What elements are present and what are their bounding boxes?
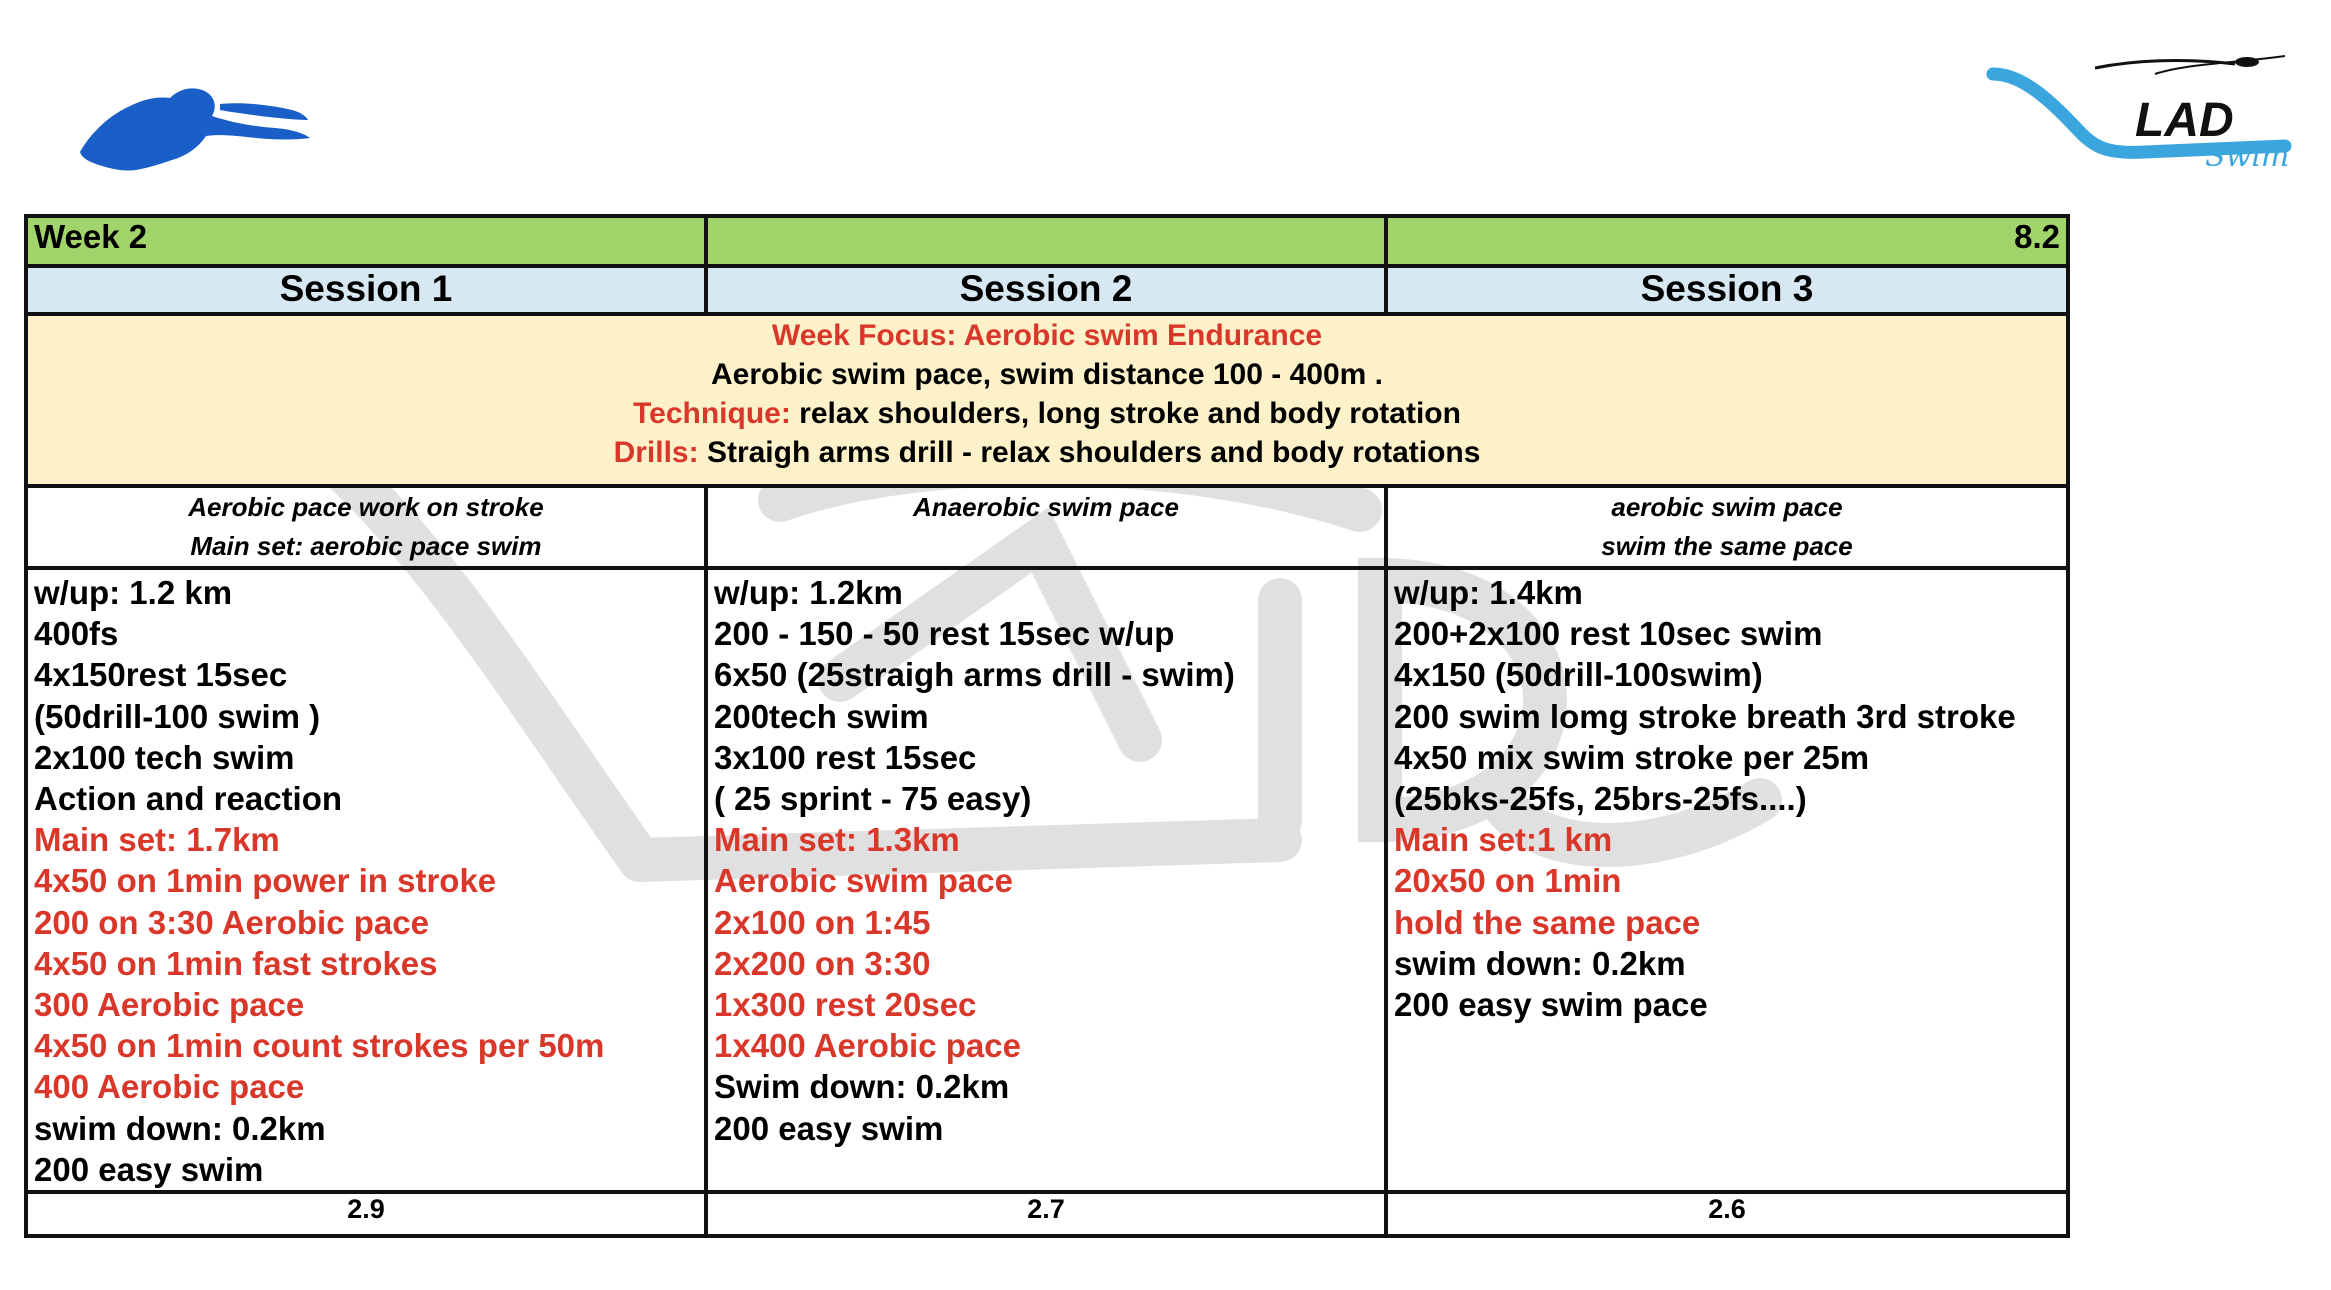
workout-line: Aerobic swim pace (714, 862, 1013, 900)
session-3-workout (1386, 568, 2068, 1192)
workout-line: 2x200 on 3:30 (714, 944, 931, 982)
workout-line: 400 Aerobic pace (34, 1068, 305, 1106)
training-plan-table (24, 214, 2070, 1238)
description-line: Aerobic pace work on stroke (188, 492, 544, 522)
workout-line: 200 easy swim (34, 1150, 264, 1188)
workout-list (1388, 570, 2066, 1025)
workout-line: 4x50 on 1min count strokes per 50m (34, 1027, 605, 1065)
workout-line: 200 swim lomg stroke breath 3rd stroke (1394, 697, 2016, 735)
session-3-total: 2.6 (1386, 1192, 2068, 1236)
week-focus-row (26, 314, 2068, 486)
session-1-workout (26, 568, 706, 1192)
technique-label: Technique: (633, 397, 791, 430)
workout-line: Action and reaction (34, 780, 343, 818)
drills-label: Drills: (613, 436, 699, 469)
workout-line: 200 on 3:30 Aerobic pace (34, 903, 429, 941)
session-1-title: Session 1 (26, 266, 706, 314)
workout-line: 1x300 rest 20sec (714, 986, 977, 1024)
description-line: swim the same pace (1601, 531, 1853, 561)
workout-line: 20x50 on 1min (1394, 862, 1622, 900)
description-line: Main set: aerobic pace swim (190, 531, 542, 561)
workout-line: 300 Aerobic pace (34, 986, 305, 1024)
session-2-title: Session 2 (706, 266, 1386, 314)
session-total-row (26, 1192, 2068, 1236)
workout-list (708, 570, 1384, 1149)
workout-line: (25bks-25fs, 25brs-25fs....) (1394, 780, 1807, 818)
workout-line: 1x400 Aerobic pace (714, 1027, 1021, 1065)
workout-line: 4x150 (50drill-100swim) (1394, 656, 1763, 694)
workout-list (28, 570, 704, 1190)
workout-line: 200tech swim (714, 697, 929, 735)
session-1-total: 2.9 (26, 1192, 706, 1236)
workout-line: 3x100 rest 15sec (714, 738, 977, 776)
workout-line: 2x100 on 1:45 (714, 903, 931, 941)
workout-line: 6x50 (25straigh arms drill - swim) (714, 656, 1235, 694)
drills-text: Straigh arms drill - relax shoulders and body rotations (706, 436, 1481, 469)
logo-brand-text: LAD (2135, 94, 2234, 147)
workout-row (26, 568, 2068, 1192)
focus-drills (28, 433, 2066, 472)
week-empty-cell (706, 216, 1386, 266)
workout-line: swim down: 0.2km (34, 1109, 326, 1147)
workout-line: 200 easy swim (714, 1109, 944, 1147)
workout-line: 4x50 mix swim stroke per 25m (1394, 738, 1870, 776)
vlad-swim-logo (1985, 44, 2325, 174)
workout-line: 200 easy swim pace (1394, 986, 1708, 1024)
session-1-description (26, 486, 706, 568)
focus-pace: Aerobic swim pace, swim distance 100 - 400m . (711, 358, 1383, 391)
week-total: 8.2 (1386, 216, 2068, 266)
workout-line: 4x50 on 1min fast strokes (34, 944, 438, 982)
workout-line: Swim down: 0.2km (714, 1068, 1010, 1106)
focus-title: Week Focus: Aerobic swim Endurance (771, 319, 1323, 352)
workout-line: w/up: 1.2 km (34, 574, 233, 611)
workout-line: Main set: 1.3km (714, 821, 960, 859)
week-row (26, 216, 2068, 266)
logo-brand-script: Swim (2205, 139, 2290, 174)
workout-line: 2x100 tech swim (34, 738, 295, 776)
workout-line: 4x150rest 15sec (34, 656, 288, 694)
workout-line: w/up: 1.4km (1394, 574, 1583, 611)
technique-text: relax shoulders, long stroke and body rotation (799, 397, 1461, 430)
session-2-description (706, 486, 1386, 568)
week-focus-cell (26, 314, 2068, 486)
workout-line: swim down: 0.2km (1394, 944, 1686, 982)
workout-line: 4x50 on 1min power in stroke (34, 862, 497, 900)
session-header-row (26, 266, 2068, 314)
session-description-row (26, 486, 2068, 568)
session-2-total: 2.7 (706, 1192, 1386, 1236)
workout-line: w/up: 1.2km (714, 574, 903, 611)
focus-technique (28, 394, 2066, 433)
workout-line: Main set:1 km (1394, 821, 1613, 859)
session-3-title: Session 3 (1386, 266, 2068, 314)
workout-line: ( 25 sprint - 75 easy) (714, 780, 1032, 818)
workout-line: hold the same pace (1394, 903, 1701, 941)
swimmer-logo (70, 64, 315, 174)
description-line: aerobic swim pace (1611, 492, 1843, 522)
workout-line: 200 - 150 - 50 rest 15sec w/up (714, 615, 1175, 653)
session-3-description (1386, 486, 2068, 568)
workout-line: 400fs (34, 615, 119, 653)
session-2-workout (706, 568, 1386, 1192)
workout-line: Main set: 1.7km (34, 821, 280, 859)
workout-line: 200+2x100 rest 10sec swim (1394, 615, 1823, 653)
workout-line: (50drill-100 swim ) (34, 697, 321, 735)
description-line: Anaerobic swim pace (913, 492, 1179, 522)
week-label: Week 2 (26, 216, 706, 266)
